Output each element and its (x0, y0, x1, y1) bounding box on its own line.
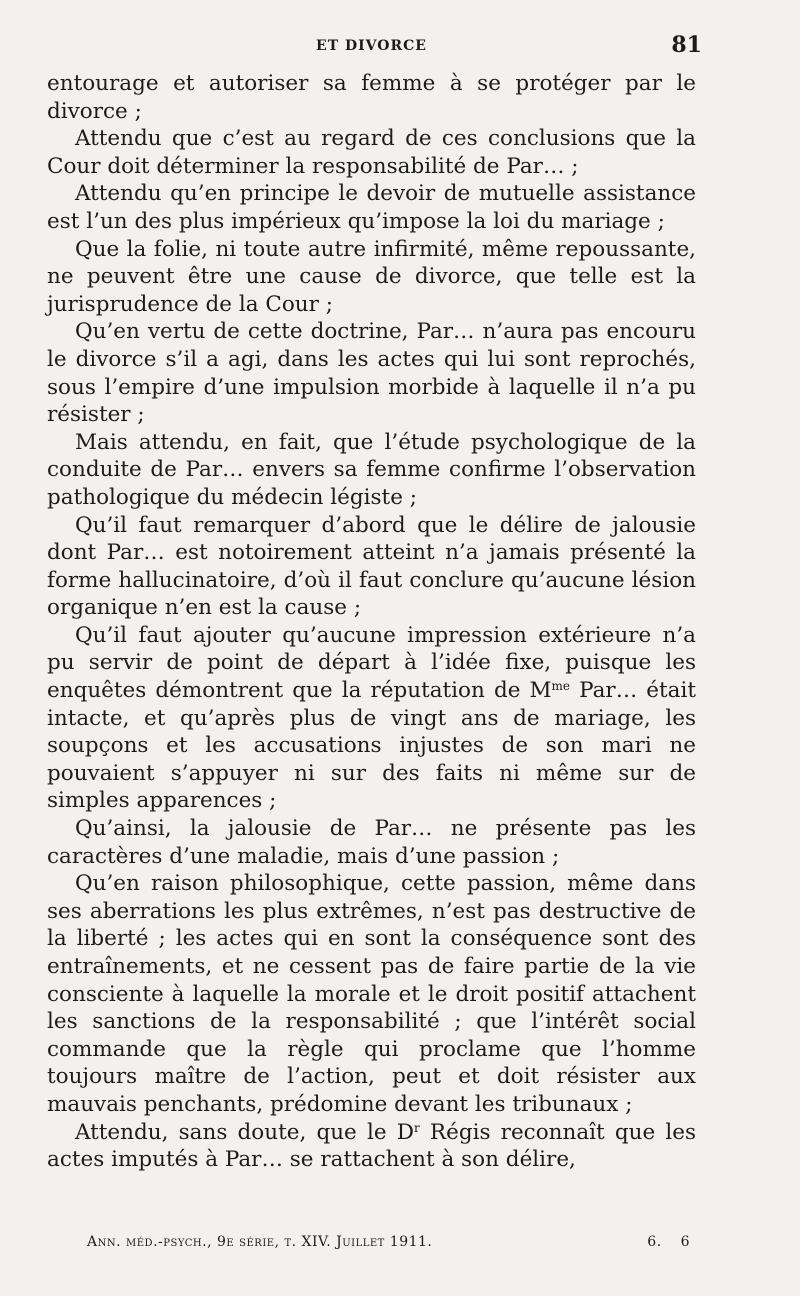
paragraph-3: Attendu qu’en principe le devoir de mutuelle assistance est l’un des plus impérieux qu’impose la loi du mariage ; (47, 181, 696, 234)
running-title: ET DIVORCE (316, 38, 427, 54)
paragraph-5: Qu’en vertu de cette doctrine, Par… n’aura pas encouru le divorce s’il a agi, dans les actes qui lui sont reprochés, sous l’empire d’une impulsion morbide à laquelle il n’a pu résister ; (47, 319, 696, 428)
paragraph-6: Mais attendu, en fait, que l’étude psychologique de la conduite de Par… envers sa femme confirme l’observation pathologique du médecin légiste ; (47, 429, 696, 510)
page-number: 81 (671, 32, 702, 58)
paragraph-11-end: Régis reconnaît que les actes imputés à Par… se rattachent à son délire, (47, 1119, 696, 1173)
body-text (47, 70, 696, 1174)
paragraph-8-end: Par… était intacte, et qu’après plus de vingt ans de mariage, les soupçons et les accusations injustes de son mari ne pouvaient s’appuyer ni sur des faits ni même sur de simples apparences ; (47, 678, 696, 814)
paragraph-8-start: Qu’il faut ajouter qu’aucune impression extérieure n’a pu servir de point de départ à l’idée fixe, puisque les enquêtes démontrent que la réputation de M (47, 622, 696, 704)
paragraph-9: Qu’ainsi, la jalousie de Par… ne présente pas les caractères d’une maladie, mais d’une passion ; (47, 816, 696, 869)
superscript-me: me (551, 679, 571, 694)
superscript-r: r (413, 1120, 420, 1135)
paragraph-4: Que la folie, ni toute autre infirmité, même repoussante, ne peuvent être une cause de divorce, que telle est la jurisprudence de la Cour ; (47, 236, 696, 317)
running-head (47, 30, 702, 64)
paragraph-1: entourage et autoriser sa femme à se protéger par le divorce ; (47, 71, 696, 124)
journal-reference: Ann. méd.-psych., 9e série, t. XIV. Juillet 1911. (87, 1234, 433, 1250)
printer-signature: 6. 6 (647, 1234, 690, 1250)
paragraph-10: Qu’en raison philosophique, cette passion, même dans ses aberrations les plus extrêmes, n’est pas destructive de la liberté ; les actes qui en sont la conséquence sont des entraînements, et ne cessent pas de faire partie de la vie consciente à laquelle la morale et le droit positif attachent les sanctions de la responsabilité ; que l’intérêt social commande que la règle qui proclame que l’homme toujours maître de l’action, peut et doit résister aux mauvais penchants, prédomine devant les tribunaux ; (47, 871, 696, 1117)
paragraph-2: Attendu que c’est au regard de ces conclusions que la Cour doit déterminer la responsabilité de Par… ; (47, 126, 696, 179)
paragraph-11 (47, 1119, 696, 1174)
paragraph-8 (47, 622, 696, 815)
paragraph-7: Qu’il faut remarquer d’abord que le délire de jalousie dont Par… est notoirement atteint n’a jamais présenté la forme hallucinatoire, d’où il faut conclure qu’aucune lésion organique n’en est la cause ; (47, 512, 696, 621)
paragraph-11-start: Attendu, sans doute, que le D (75, 1119, 414, 1145)
